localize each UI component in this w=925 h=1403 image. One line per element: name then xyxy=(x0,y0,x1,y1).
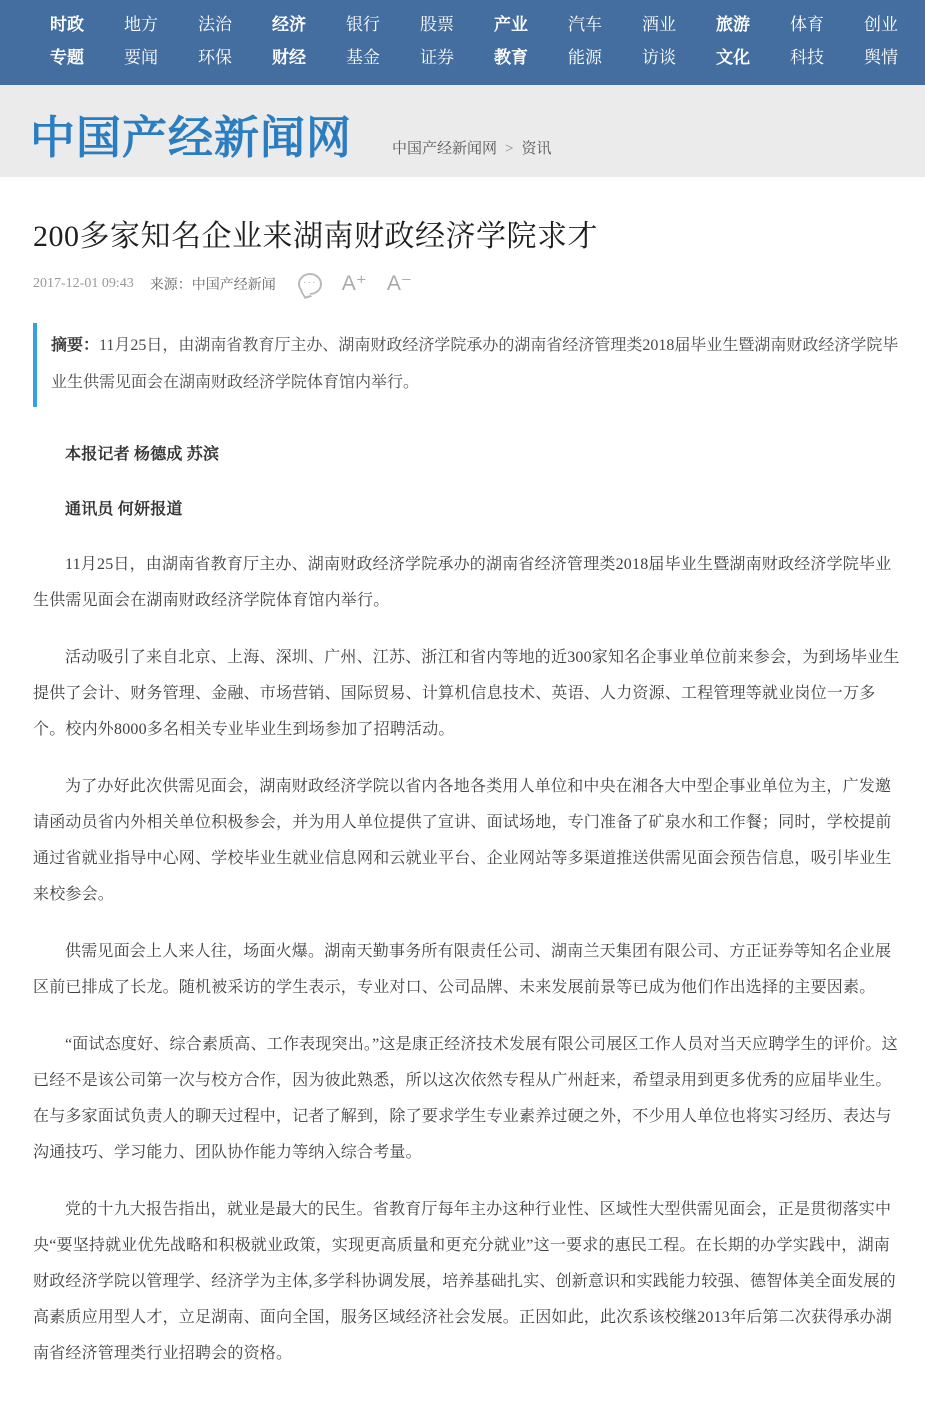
site-logo[interactable]: 中国产经新闻网 xyxy=(30,113,353,163)
masthead-inner xyxy=(30,99,552,177)
site-header xyxy=(0,85,925,177)
font-increase-icon[interactable]: A⁺ xyxy=(341,272,367,295)
nav-item-tiyu[interactable]: 体育 xyxy=(790,15,824,34)
article-source: 来源：中国产经新闻 xyxy=(149,278,276,293)
nav-item-fazhi[interactable]: 法治 xyxy=(198,15,232,34)
nav-item-keji[interactable]: 科技 xyxy=(790,48,824,67)
nav-column xyxy=(474,8,548,85)
nav-column xyxy=(326,8,400,85)
nav-item-jiuye[interactable]: 酒业 xyxy=(642,15,676,34)
body-paragraph: 供需见面会上人来人往，场面火爆。湖南天勤事务所有限责任公司、湖南兰天集团有限公司、方正证券等知名企业展区前已排成了长龙。随机被采访的学生表示，专业对口、公司品牌、未来发展前景等已成为他们作出选择的主要因素。 xyxy=(33,943,892,996)
nav-column xyxy=(770,8,844,85)
nav-item-nengyuan[interactable]: 能源 xyxy=(568,48,602,67)
body-paragraph: “面试态度好、综合素质高、工作表现突出。”这是康正经济技术发展有限公司展区工作人员对当天应聘学生的评价。这已经不是该公司第一次与校方合作，因为彼此熟悉，所以这次依然专程从广州赶来，希望录用到更多优秀的应届毕业生。在与多家面试负责人的聊天过程中，记者了解到，除了要求学生专业素养过硬之外，不少用人单位也将实习经历、表达与沟通技巧、学习能力、团队协作能力等纳入综合考量。 xyxy=(33,1036,898,1161)
font-decrease-icon[interactable]: A⁻ xyxy=(386,272,412,295)
nav-column xyxy=(178,8,252,85)
comment-icon[interactable]: ··· xyxy=(298,273,322,295)
nav-column xyxy=(844,8,918,85)
publish-date: 2017-12-01 09:43 xyxy=(33,276,134,291)
nav-item-jijin[interactable]: 基金 xyxy=(346,48,380,67)
article-container xyxy=(0,177,925,1403)
nav-item-lvyou[interactable]: 旅游 xyxy=(716,15,750,34)
nav-item-zhuanti[interactable]: 专题 xyxy=(50,48,84,67)
top-navigation xyxy=(0,0,925,85)
nav-column xyxy=(252,8,326,85)
correspondent-byline: 通讯员 何妍报道 xyxy=(65,501,183,518)
body-paragraph: 党的十九大报告指出，就业是最大的民生。省教育厅每年主办这种行业性、区域性大型供需见面会，正是贯彻落实中央“要坚持就业优先战略和积极就业政策，实现更高质量和更充分就业”这一要求的惠民工程。在长期的办学实践中，湖南财政经济学院以管理学、经济学为主体,多学科协调发展，培养基础扎实、创新意识和实践能力较强、德智体美全面发展的高素质应用型人才，立足湖南、面向全国，服务区域经济社会发展。正因如此，此次系该校继2013年后第二次获得承办湖南省经济管理类行业招聘会的资格。 xyxy=(33,1201,896,1362)
abstract-label: 摘要： xyxy=(51,337,100,354)
nav-item-yaowen[interactable]: 要闻 xyxy=(124,48,158,67)
nav-item-chanye[interactable]: 产业 xyxy=(494,15,528,34)
nav-column xyxy=(548,8,622,85)
nav-item-fangtan[interactable]: 访谈 xyxy=(642,48,676,67)
article-body xyxy=(33,437,900,1372)
nav-column xyxy=(30,8,104,85)
body-paragraph: 活动吸引了来自北京、上海、深圳、广州、江苏、浙江和省内等地的近300家知名企事业单位前来参会，为到场毕业生提供了会计、财务管理、金融、市场营销、国际贸易、计算机信息技术、英语、人力资源、工程管理等就业岗位一万多个。校内外8000多名相关专业毕业生到场参加了招聘活动。 xyxy=(33,649,900,738)
body-paragraph: 11月25日，由湖南省教育厅主办、湖南财政经济学院承办的湖南省经济管理类2018届毕业生暨湖南财政经济学院毕业生供需见面会在湖南财政经济学院体育馆内举行。 xyxy=(33,556,892,609)
nav-item-jingji[interactable]: 经济 xyxy=(272,15,306,34)
nav-item-wenhua[interactable]: 文化 xyxy=(716,48,750,67)
nav-item-zhengquan[interactable]: 证券 xyxy=(420,48,454,67)
nav-item-huanbao[interactable]: 环保 xyxy=(198,48,232,67)
article-meta xyxy=(33,271,900,297)
nav-item-qiche[interactable]: 汽车 xyxy=(568,15,602,34)
nav-column xyxy=(622,8,696,85)
nav-item-difang[interactable]: 地方 xyxy=(124,15,158,34)
nav-item-yinhang[interactable]: 银行 xyxy=(346,15,380,34)
nav-item-caijing[interactable]: 财经 xyxy=(272,48,306,67)
nav-column xyxy=(696,8,770,85)
body-paragraph: 为了办好此次供需见面会，湖南财政经济学院以省内各地各类用人单位和中央在湘各大中型企事业单位为主，广发邀请函动员省内外相关单位积极参会，并为用人单位提供了宣讲、面试场地，专门准备了矿泉水和工作餐；同时，学校提前通过省就业指导中心网、学校毕业生就业信息网和云就业平台、企业网站等多渠道推送供需见面会预告信息，吸引毕业生来校参会。 xyxy=(33,778,892,903)
article-abstract xyxy=(33,323,900,407)
reporter-byline: 本报记者 杨德成 苏滨 xyxy=(65,446,220,463)
nav-item-shizheng[interactable]: 时政 xyxy=(50,15,84,34)
nav-item-gupiao[interactable]: 股票 xyxy=(420,15,454,34)
breadcrumb-separator: > xyxy=(505,141,514,157)
breadcrumb-current-link[interactable]: 资讯 xyxy=(521,141,552,157)
nav-column xyxy=(104,8,178,85)
nav-item-chuangye[interactable]: 创业 xyxy=(864,15,898,34)
nav-column xyxy=(400,8,474,85)
nav-item-jiaoyu[interactable]: 教育 xyxy=(494,48,528,67)
breadcrumb xyxy=(392,137,552,158)
breadcrumb-root-link[interactable]: 中国产经新闻网 xyxy=(392,141,498,157)
nav-item-yuqing[interactable]: 舆情 xyxy=(864,48,898,67)
meta-icon-group xyxy=(298,272,412,296)
abstract-text: 11月25日，由湖南省教育厅主办、湖南财政经济学院承办的湖南省经济管理类2018届毕业生暨湖南财政经济学院毕业生供需见面会在湖南财政经济学院体育馆内举行。 xyxy=(51,337,899,391)
article-title: 200多家知名企业来湖南财政经济学院求才 xyxy=(33,220,598,253)
